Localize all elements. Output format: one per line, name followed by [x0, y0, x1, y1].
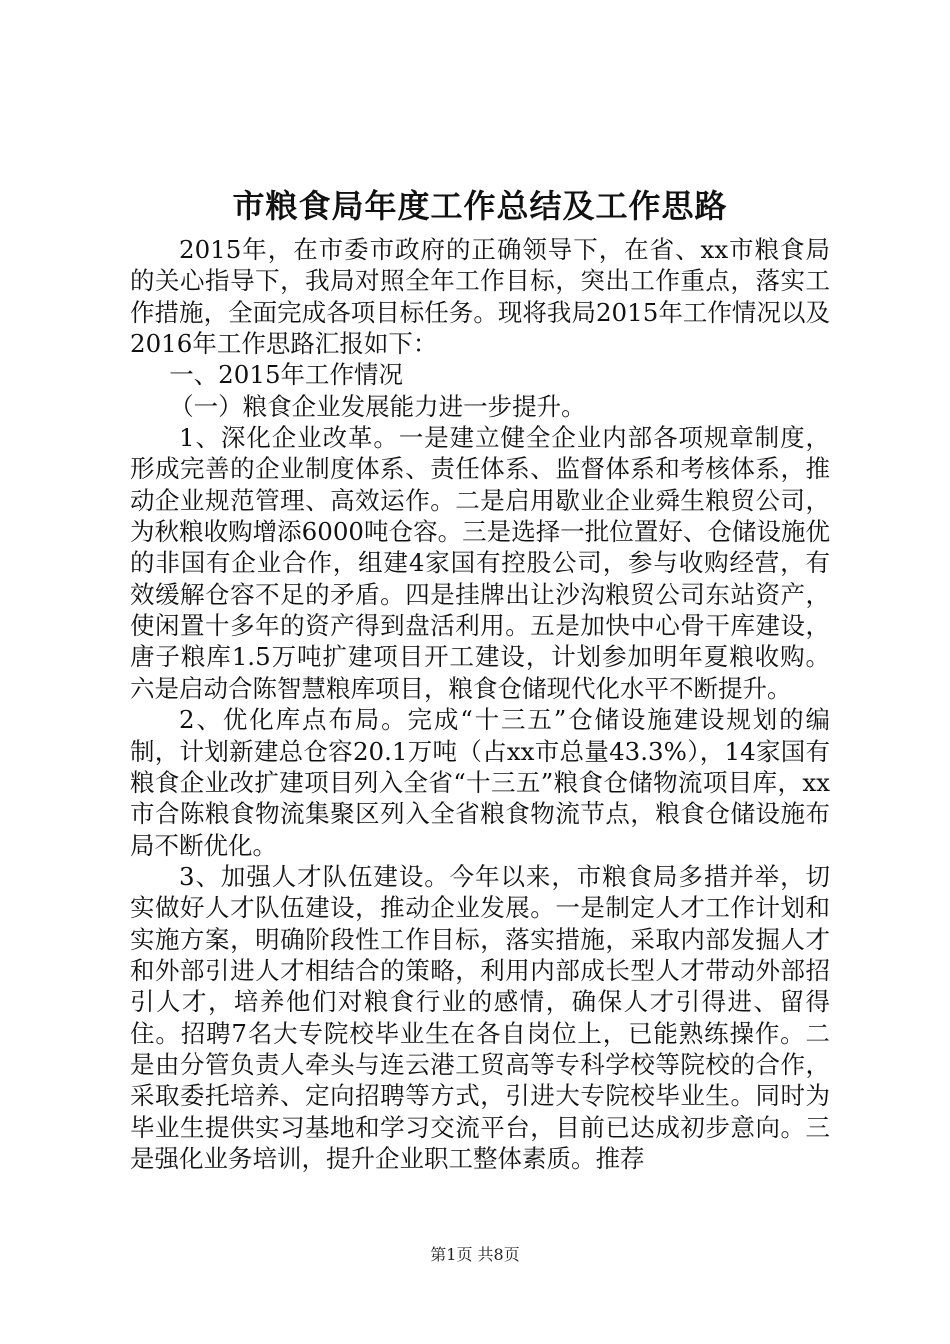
paragraph-enterprise-reform: 1、深化企业改革。一是建立健全企业内部各项规章制度，形成完善的企业制度体系、责任体系、监督体系和考核体系，推动企业规范管理、高效运作。二是启用歇业企业舜生粮贸公司，为秋粮收购增添6000吨仓容。三是选择一批位置好、仓储设施优的非国有企业合作，组建4家国有控股公司，参与收购经营，有效缓解仓容不足的矛盾。四是挂牌出让沙沟粮贸公司东站资产，使闲置十多年的资产得到盘活利用。五是加快中心骨干库建设，唐子粮库1.5万吨扩建项目开工建设，计划参加明年夏粮收购。六是启动合陈智慧粮库项目，粮食仓储现代化水平不断提升。: [130, 423, 830, 703]
section-heading: 一、2015年工作情况: [169, 360, 404, 390]
paragraph-talent-building: 3、加强人才队伍建设。今年以来，市粮食局多措并举，切实做好人才队伍建设，推动企业发展。一是制定人才工作计划和实施方案，明确阶段性工作目标，落实措施，采取内部发掘人才和外部引进人才相结合的策略，利用内部成长型人才带动外部招引人才，培养他们对粮食行业的感情，确保人才引得进、留得住。招聘7名大专院校毕业生在各自岗位上，已能熟练操作。二是由分管负责人牵头与连云港工贸高等专科学校等院校的合作，采取委托培养、定向招聘等方式，引进大专院校毕业生。同时为毕业生提供实习基地和学习交流平台，目前已达成初步意向。三是强化业务培训，提升企业职工整体素质。推荐: [130, 861, 830, 1173]
page-number-footer: 第1页 共8页: [430, 1245, 520, 1264]
document-title: 市粮食局年度工作总结及工作思路: [232, 187, 728, 225]
document-body: [130, 234, 830, 1174]
subsection-heading: （一）粮食企业发展能力进一步提升。: [169, 391, 586, 421]
paragraph-storage-layout: 2、优化库点布局。完成“十三五”仓储设施建设规划的编制，计划新建总仓容20.1万吨（占xx市总量43.3%），14家国有粮食企业改扩建项目列入全省“十三五”粮食仓储物流项目库，xx市合陈粮食物流集聚区列入全省粮食物流节点，粮食仓储设施布局不断优化。: [130, 705, 830, 860]
intro-paragraph: 2015年，在市委市政府的正确领导下，在省、xx市粮食局的关心指导下，我局对照全年工作目标，突出工作重点，落实工作措施，全面完成各项目标任务。现将我局2015年工作情况以及2016年工作思路汇报如下：: [130, 235, 830, 359]
